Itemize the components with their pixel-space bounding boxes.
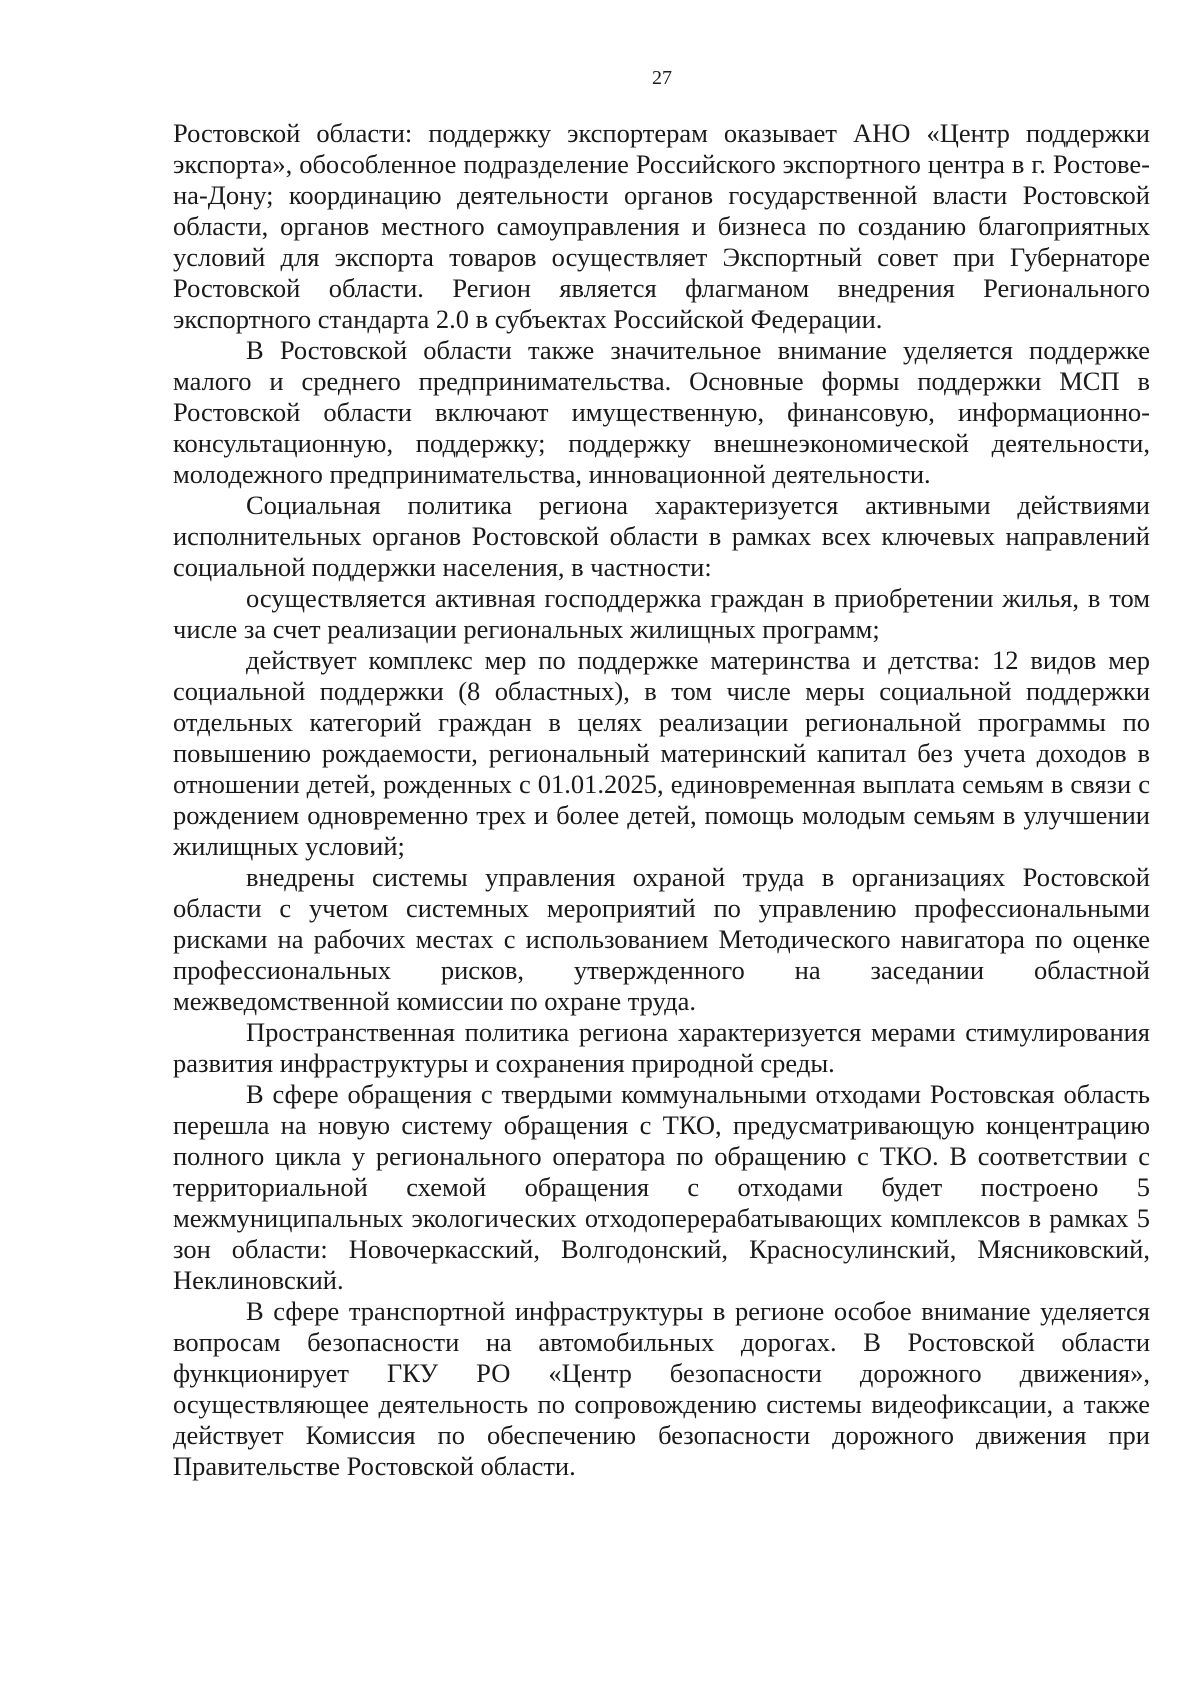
- paragraph-social-policy: Социальная политика региона характеризуется активными действиями исполнительных органов Ростовской области в рамках всех ключевых направлений социальной поддержки населения, в частности:: [173, 490, 1150, 582]
- paragraph-spatial-policy: Пространственная политика региона характеризуется мерами стимулирования развития инфраструктуры и сохранения природной среды.: [173, 1017, 1150, 1078]
- paragraph-waste-management: В сфере обращения с твердыми коммунальными отходами Ростовская область перешла на новую систему обращения с ТКО, предусматривающую концентрацию полного цикла у регионального оператора по обращению с ТКО. В соответствии с территориальной схемой обращения с отходами будет построено 5 межмуниципальных экологических отходоперерабатывающих комплексов в рамках 5 зон области: Новочеркасский, Волгодонский, Красносулинский, Мясниковский, Неклиновский.: [173, 1079, 1150, 1295]
- body-text: [173, 118, 1150, 1482]
- paragraph-sme-support: В Ростовской области также значительное внимание уделяется поддержке малого и среднего предпринимательства. Основные формы поддержки МСП в Ростовской области включают имущественную, финансовую, информационно-консультационную, поддержку; поддержку внешнеэкономической деятельности, молодежного предпринимательства, инновационной деятельности.: [173, 335, 1150, 489]
- paragraph-export-support: Ростовской области: поддержку экспортерам оказывает АНО «Центр поддержки экспорта», обособленное подразделение Российского экспортного центра в г. Ростове-на-Дону; координацию деятельности органов государственной власти Ростовской области, органов местного самоуправления и бизнеса по созданию благоприятных условий для экспорта товаров осуществляет Экспортный совет при Губернаторе Ростовской области. Регион является флагманом внедрения Регионального экспортного стандарта 2.0 в субъектах Российской Федерации.: [173, 118, 1150, 334]
- page-number: 27: [652, 67, 672, 89]
- paragraph-road-safety: В сфере транспортной инфраструктуры в регионе особое внимание уделяется вопросам безопасности на автомобильных дорогах. В Ростовской области функционирует ГКУ РО «Центр безопасности дорожного движения», осуществляющее деятельность по сопровождению системы видеофиксации, а также действует Комиссия по обеспечению безопасности дорожного движения при Правительстве Ростовской области.: [173, 1296, 1150, 1481]
- paragraph-labor-safety: внедрены системы управления охраной труда в организациях Ростовской области с учетом системных мероприятий по управлению профессиональными рисками на рабочих местах с использованием Методического навигатора по оценке профессиональных рисков, утвержденного на заседании областной межведомственной комиссии по охране труда.: [173, 862, 1150, 1016]
- paragraph-maternity-support: действует комплекс мер по поддержке материнства и детства: 12 видов мер социальной поддержки (8 областных), в том числе меры социальной поддержки отдельных категорий граждан в целях реализации региональной программы по повышению рождаемости, региональный материнский капитал без учета доходов в отношении детей, рожденных с 01.01.2025, единовременная выплата семьям в связи с рождением одновременно трех и более детей, помощь молодым семьям в улучшении жилищных условий;: [173, 645, 1150, 861]
- paragraph-housing-support: осуществляется активная господдержка граждан в приобретении жилья, в том числе за счет реализации региональных жилищных программ;: [173, 583, 1150, 644]
